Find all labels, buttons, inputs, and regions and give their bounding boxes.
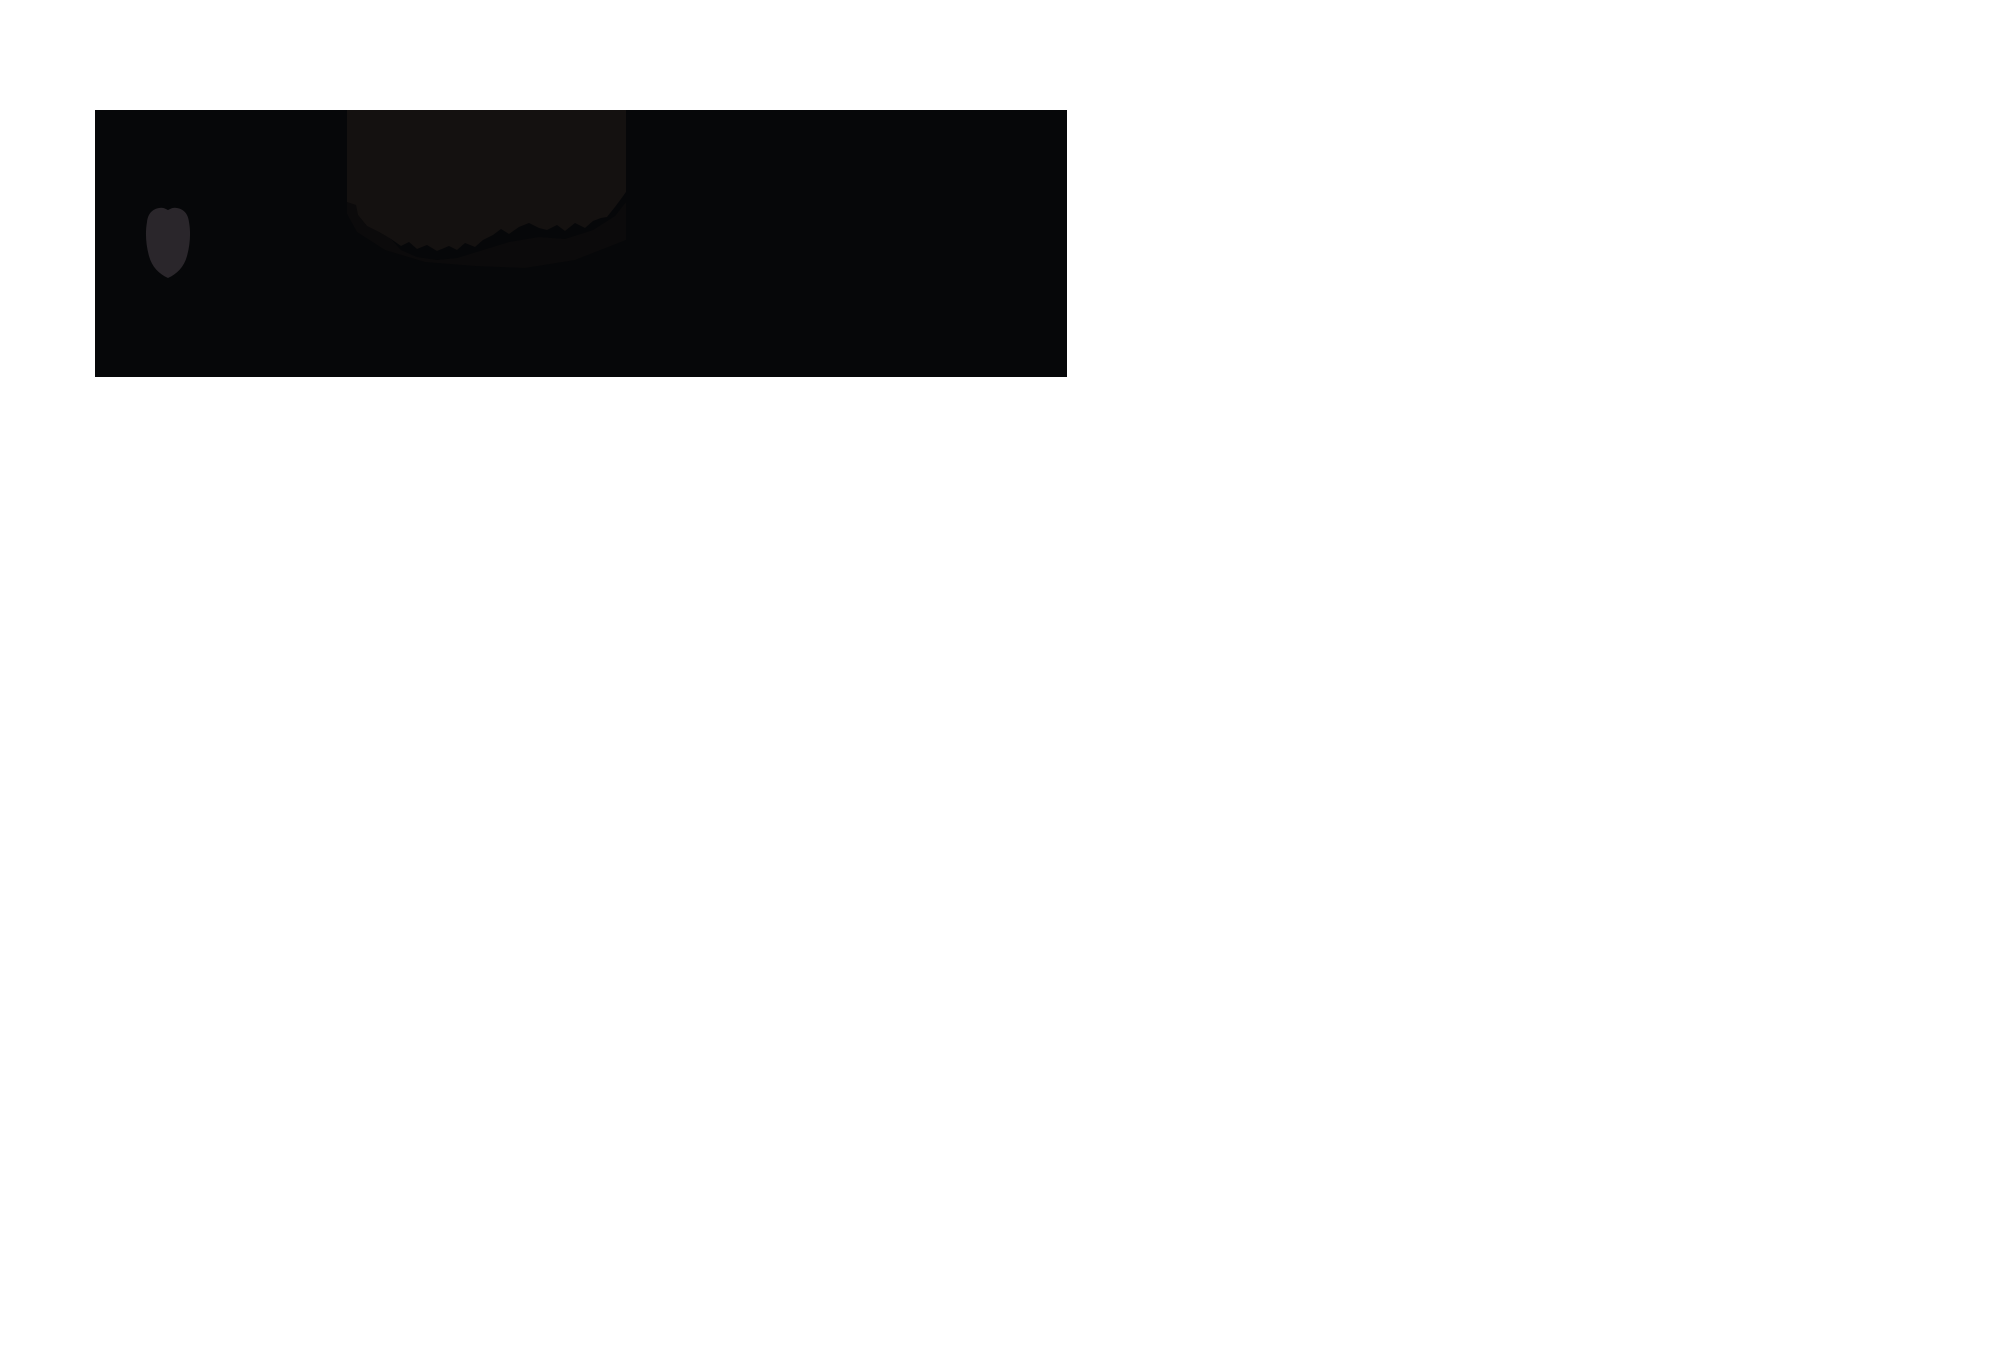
dark-banner-image bbox=[95, 110, 1067, 377]
banner-artwork bbox=[95, 110, 1067, 377]
